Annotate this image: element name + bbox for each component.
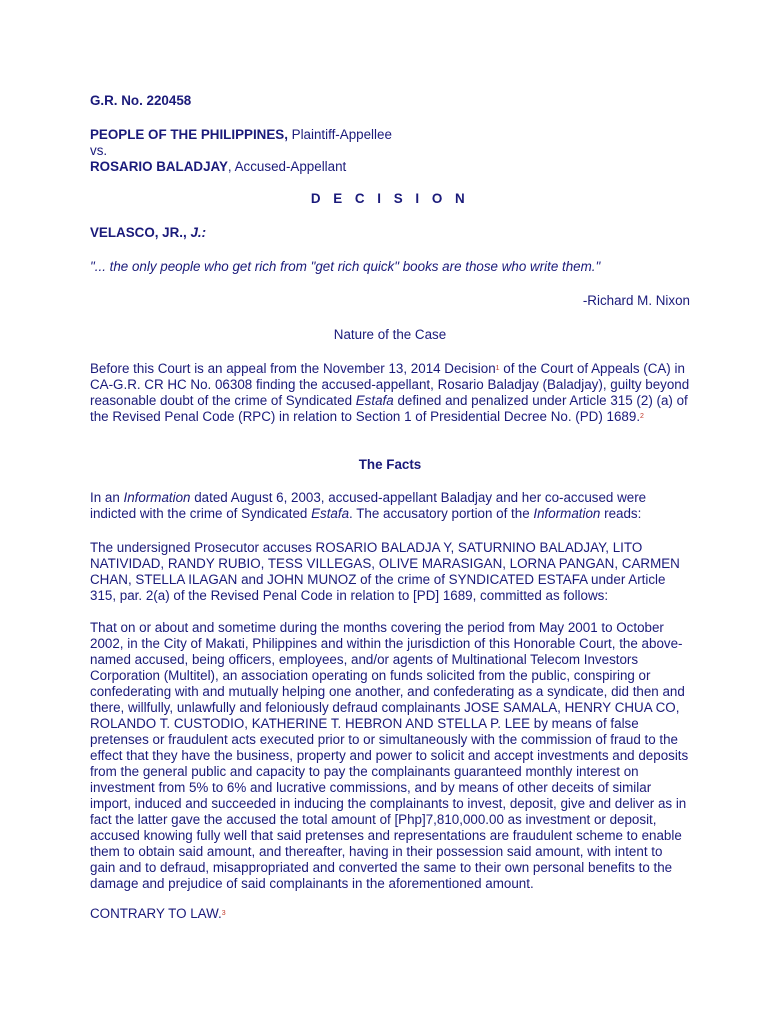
italic-term: Information (123, 490, 191, 505)
paragraph-information (90, 490, 690, 522)
footnote-ref-2[interactable]: 2 (640, 413, 644, 420)
decision-heading: D E C I S I O N (310, 191, 470, 206)
facts-heading: The Facts (358, 457, 422, 472)
accused-role: , Accused-Appellant (227, 159, 347, 174)
ponente (90, 225, 690, 241)
nature-heading: Nature of the Case (333, 327, 447, 342)
versus-label: vs. (90, 143, 108, 158)
party-plaintiff (90, 127, 690, 143)
footnote-ref-1[interactable]: 1 (495, 365, 500, 372)
italic-term: Estafa (311, 506, 350, 521)
paragraph-text: CONTRARY TO LAW. (90, 906, 222, 921)
decision-document (90, 0, 690, 1024)
paragraph-accusation: The undersigned Prosecutor accuses ROSARIO BALADJA Y, SATURNINO BALADJAY, LITO NATIVIDAD, RANDY RUBIO, TESS VILLEGAS, OLIVE MARASIGAN, LORNA PANGAN, CARMEN CHAN, STELLA ILAGAN and JOHN MUNOZ of the crime of SYNDICATED ESTAFA under Article 315, par. 2(a) of the Revised Penal Code in relation to [PD] 1689, committed as follows: (90, 540, 680, 603)
plaintiff-name: PEOPLE OF THE PHILIPPINES, (90, 127, 288, 142)
epigraph-author: -Richard M. Nixon (582, 293, 690, 308)
party-accused (90, 159, 690, 175)
paragraph-text: Before this Court is an appeal from the November 13, 2014 Decision (90, 361, 496, 376)
italic-term: Information (533, 506, 601, 521)
paragraph-contrary (90, 906, 690, 922)
paragraph-charge: That on or about and sometime during the months covering the period from May 2001 to October 2002, in the City of Makati, Philippines and within the jurisdiction of this Honorable Court, the above-named accused, being officers, employees, and/or agents of Multinational Telecom Investors Corporation (Multitel), an association operating on funds solicited from the public, conspiring or confederating with and mutually helping one another, and confederating as a syndicate, did then and there, willfully, unlawfully and feloniously defraud complainants JOSE SAMALA, HENRY CHUA CO, ROLANDO T. CUSTODIO, KATHERINE T. HEBRON AND STELLA P. LEE by means of false pretenses or fraudulent acts executed prior to or simultaneously with the commission of fraud to the effect that they have the business, property and power to solicit and accept investments and deposits from the general public and capacity to pay the complainants guaranteed monthly interest on investment from 5% to 6% and lucrative commissions, and by means of other deceits of similar import, induced and succeeded in inducing the complainants to invest, deposit, give and deliver as in fact the latter gave the accused the total amount of [Php]7,810,000.00 as investment or deposit, accused knowing fully well that said pretenses and representations are fraudulent scheme to enable them to obtain said amount, and thereafter, having in their possession said amount, with intent to gain and to defraud, misappropriated and converted the same to their own personal benefits to the damage and prejudice of said complainants in the aforementioned amount. (90, 620, 689, 891)
paragraph-text: . The accusatory portion of the (349, 506, 534, 521)
paragraph-nature (90, 361, 690, 425)
italic-term: Estafa (355, 393, 394, 408)
paragraph-text: of the Court of Appeals (CA) in CA-G.R. CR HC No. 06308 finding the accused-appellant, Rosario Baladjay (Baladjay), guilty beyond reasonable doubt of the crime of Syndicated (90, 361, 690, 408)
paragraph-text: In an (90, 490, 124, 505)
case-number: G.R. No. 220458 (90, 93, 192, 108)
plaintiff-role: Plaintiff-Appellee (287, 127, 392, 142)
ponente-suffix: J.: (190, 225, 207, 240)
ponente-name: VELASCO, JR., (90, 225, 187, 240)
epigraph-quote: "... the only people who get rich from "get rich quick" books are those who write them." (90, 259, 601, 274)
accused-name: ROSARIO BALADJAY (90, 159, 228, 174)
footnote-ref-3[interactable]: 3 (221, 910, 226, 917)
paragraph-text: dated August 6, 2003, accused-appellant Baladjay and her co-accused were indicted with the crime of Syndicated (90, 490, 647, 521)
paragraph-text: defined and penalized under Article 315 (2) (a) of the Revised Penal Code (RPC) in relation to Section 1 of Presidential Decree No. (PD) 1689. (90, 393, 688, 424)
paragraph-text: reads: (600, 506, 642, 521)
